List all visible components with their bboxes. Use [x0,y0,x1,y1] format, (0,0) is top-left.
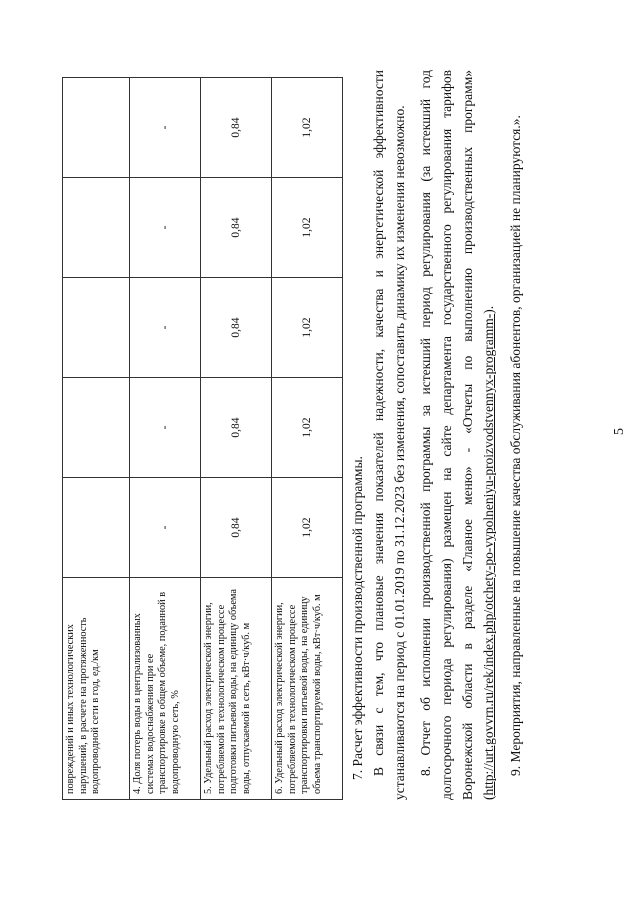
table-row [130,78,201,800]
section-8-paragraph [416,70,499,800]
row-value [63,378,130,478]
row-value [63,478,130,578]
row-label: повреждений и иных технологических нарушений, в расчете на протяженность водопроводной сети в год, ед./км [63,578,130,800]
row-value: 1,02 [272,278,343,378]
row-value: 1,02 [272,478,343,578]
row-value: 0,84 [201,178,272,278]
row-value: 1,02 [272,378,343,478]
row-label: 5. Удельный расход электрической энергии, потребляемой в технологическом процессе подготовки питьевой воды, на единицу объема воды, отпускаемой в сеть, кВт·ч/куб. м [201,578,272,800]
row-label: 6. Удельный расход электрической энергии, потребляемой в технологическом процессе транспортировки питьевой воды, на единицу объема транспортируемой воды, кВт·ч/куб. м [272,578,343,800]
table-row [272,78,343,800]
row-value [63,78,130,178]
row-value: - [130,278,201,378]
body-text [348,70,526,800]
row-value: 0,84 [201,378,272,478]
row-value: - [130,78,201,178]
section-7-paragraph: В связи с тем, что плановые значения показателей надежности, качества и энергетической эффективности устанавливаются на период с 01.01.2019 по 31.12.2023 без изменения, сопоставить динамику их изменения невозможно. [370,70,407,800]
report-link[interactable]: http://urt.govvrn.ru/rek/index.php/otchety-po-vypolneniyu-proizvodstvennyx-programm- [480,313,496,796]
page-number: 5 [612,428,627,435]
section-9-paragraph: 9. Мероприятия, направленные на повышение качества обслуживания абонентов, организацией не планируются.». [507,115,523,776]
row-value: 1,02 [272,78,343,178]
row-value: 1,02 [272,178,343,278]
section-7-heading: 7. Расчет эффективности производственной программы. [350,456,365,780]
row-label: 4. Доля потерь воды в централизованных системах водоснабжения при ее транспортировке в общем объеме, поданной в водопроводную сеть, % [130,578,201,800]
row-value: - [130,378,201,478]
table-row [63,78,130,800]
row-value: 0,84 [201,78,272,178]
row-value: 0,84 [201,478,272,578]
row-value [63,278,130,378]
row-value [63,178,130,278]
row-value: - [130,478,201,578]
row-value: 0,84 [201,278,272,378]
section-8-text-end: ). [480,305,496,314]
section-8-text: 8. Отчет об исполнении производственной программы за истекший период регулирования (за истекший год долгосрочного периода регулирования) размещен на сайте департамента государственного регулирования тарифов Воронежской области в разделе «Главное меню» - «Отчеты по выполнению производственных программ» ( [418,70,496,800]
table-row [201,78,272,800]
row-value: - [130,178,201,278]
indicators-table [62,77,343,800]
